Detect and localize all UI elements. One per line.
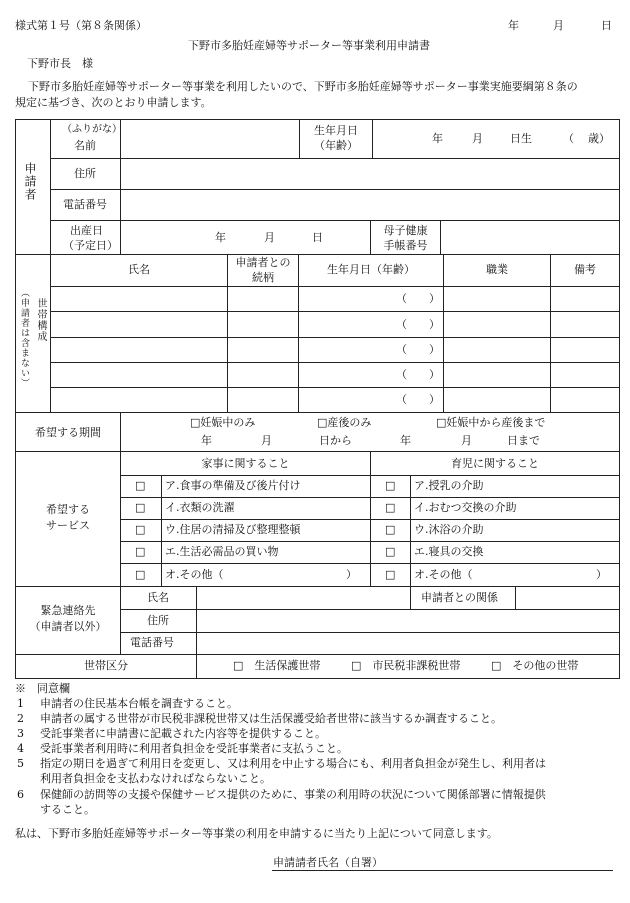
household-age-field: （ ） — [396, 368, 440, 381]
housework-checkbox-5[interactable]: □ — [135, 568, 146, 581]
form-number: 様式第１号（第８条関係） — [15, 19, 147, 32]
applicant-name-label: 名前 — [74, 139, 96, 152]
due-date-sublabel: （予定日） — [63, 239, 118, 252]
services-label: 希望する — [46, 503, 90, 516]
household-age-field: （ ） — [396, 318, 440, 331]
emergency-phone-label: 電話番号 — [130, 636, 174, 649]
emergency-relation-label: 申請者との関係 — [421, 591, 498, 604]
consent-item-6: 保健師の訪問等の支援や保健サービス提供のために、事業の利用時の状況について関係部署に情報提供 — [40, 788, 546, 801]
period-from-month: 月 — [261, 434, 272, 447]
emergency-sublabel: （申請者以外） — [29, 620, 107, 633]
childcare-checkbox-4[interactable]: □ — [385, 545, 396, 558]
consent-number: 3 — [17, 727, 24, 740]
housework-option-2: イ.衣類の洗濯 — [165, 501, 235, 514]
consent-item-1: 申請者の住民基本台帳を調査すること。 — [40, 697, 238, 710]
applicant-address-label: 住所 — [74, 167, 96, 180]
housework-option-4: エ.生活必需品の買い物 — [165, 545, 279, 558]
period-to-day: 日まで — [507, 434, 540, 447]
table-row[interactable] — [51, 363, 619, 387]
housework-checkbox-4[interactable]: □ — [135, 545, 146, 558]
housework-checkbox-2[interactable]: □ — [135, 501, 146, 514]
intro-line-1: 下野市多胎妊産婦等サポーター等事業を利用したいので、下野市多胎妊産婦等サポーター事業実施要綱第８条の — [28, 80, 578, 93]
consent-heading: ※ 同意欄 — [15, 682, 70, 695]
handbook-sublabel: 手帳番号 — [383, 239, 428, 252]
consent-item-2: 申請者の属する世帯が市民税非課税世帯又は生活保護受給者世帯に該当するか調査すること。 — [40, 712, 502, 725]
date-day-label: 日 — [601, 19, 612, 32]
household-age-field: （ ） — [396, 343, 440, 356]
signature-field[interactable] — [390, 850, 613, 870]
childcare-checkbox-1[interactable]: □ — [385, 479, 396, 492]
housework-option-5: オ.その他（ — [165, 568, 224, 581]
applicant-phone-label: 電話番号 — [63, 198, 107, 211]
childcare-checkbox-2[interactable]: □ — [385, 501, 396, 514]
birth-year-label: 年 — [432, 132, 443, 145]
consent-item-3: 受託事業者に申請書に記載された内容等を提供すること。 — [40, 727, 326, 740]
household-class-welfare[interactable]: □ 生活保護世帯 — [233, 659, 321, 672]
household-col-relation-sub: 続柄 — [252, 271, 274, 284]
period-from-year: 年 — [201, 434, 212, 447]
consent-number: 4 — [17, 742, 24, 755]
applicant-phone-field[interactable] — [121, 190, 619, 220]
emergency-name-field[interactable] — [197, 587, 409, 609]
birth-month-label: 月 — [472, 132, 483, 145]
childcare-option-3: ウ.沐浴の介助 — [414, 523, 484, 536]
table-row[interactable] — [51, 388, 619, 412]
household-age-field: （ ） — [396, 393, 440, 406]
due-year-label: 年 — [215, 231, 226, 244]
date-month-label: 月 — [553, 19, 564, 32]
housework-option-1: ア.食事の準備及び後片付け — [165, 479, 301, 492]
consent-number: 6 — [17, 788, 24, 801]
signature-label: 申請請者氏名（自署） — [273, 856, 383, 869]
childcare-checkbox-3[interactable]: □ — [385, 523, 396, 536]
household-section-note: （申請者は含まない） — [19, 288, 29, 388]
table-row[interactable] — [51, 312, 619, 337]
furigana-label: （ふりがな） — [62, 124, 122, 135]
date-year-label: 年 — [508, 19, 519, 32]
period-from-day: 日から — [319, 434, 352, 447]
addressee: 下野市長 様 — [27, 57, 93, 70]
consent-number: 2 — [17, 712, 24, 725]
due-date-label: 出産日 — [70, 224, 103, 237]
household-col-note: 備考 — [574, 263, 596, 276]
document-title: 下野市多胎妊産婦等サポーター等事業利用申請書 — [188, 39, 430, 52]
household-class-other[interactable]: □ その他の世帯 — [491, 659, 579, 672]
housework-checkbox-1[interactable]: □ — [135, 479, 146, 492]
emergency-phone-field[interactable] — [197, 633, 619, 654]
period-label: 希望する期間 — [35, 426, 101, 439]
childcare-option-5: オ.その他（ — [414, 568, 473, 581]
applicant-address-field[interactable] — [121, 159, 619, 189]
household-col-relation: 申請者との — [235, 256, 291, 269]
handbook-label: 母子健康 — [383, 224, 428, 237]
period-option-both[interactable]: □妊娠中から産後まで — [436, 416, 546, 429]
housework-option-3: ウ.住居の清掃及び整理整頓 — [165, 523, 301, 536]
household-col-birth: 生年月日（年齢） — [327, 263, 415, 276]
housework-header: 家事に関すること — [201, 457, 290, 470]
age-label: （年齢） — [314, 139, 358, 152]
household-age-field: （ ） — [396, 292, 440, 305]
applicant-section-label: 申請者 — [23, 162, 37, 201]
housework-other-close: ） — [346, 568, 357, 581]
birthdate-label: 生年月日 — [314, 124, 358, 137]
period-option-postpartum[interactable]: □産後のみ — [317, 416, 372, 429]
emergency-name-label: 氏名 — [147, 591, 169, 604]
due-month-label: 月 — [264, 231, 275, 244]
signature-line — [272, 870, 613, 871]
household-col-job: 職業 — [486, 263, 508, 276]
consent-number: 5 — [17, 757, 24, 770]
household-section-label: 世帯構成 — [35, 298, 46, 342]
childcare-option-2: イ.おむつ交換の介助 — [414, 501, 517, 514]
services-sublabel: サービス — [46, 519, 90, 532]
intro-line-2: 規定に基づき、次のとおり申請します。 — [15, 96, 212, 109]
period-option-pregnancy[interactable]: □妊娠中のみ — [190, 416, 256, 429]
household-col-name: 氏名 — [128, 263, 150, 276]
housework-checkbox-3[interactable]: □ — [135, 523, 146, 536]
consent-number: 1 — [17, 697, 24, 710]
age-open-paren: （ — [563, 132, 574, 145]
applicant-birthdate-field[interactable] — [373, 120, 619, 158]
birth-day-label: 日生 — [510, 132, 532, 145]
table-row[interactable] — [51, 287, 619, 311]
childcare-checkbox-5[interactable]: □ — [385, 568, 396, 581]
consent-item-6-cont: すること。 — [40, 803, 95, 816]
emergency-relation-field[interactable] — [516, 587, 619, 609]
consent-agreement: 私は、下野市多胎妊産婦等サポーター等事業の利用を申請するに当たり上記について同意します。 — [15, 827, 498, 840]
childcare-option-1: ア.授乳の介助 — [414, 479, 484, 492]
childcare-header: 育児に関すること — [451, 457, 539, 470]
table-row[interactable] — [51, 338, 619, 362]
consent-item-5-cont: 利用者負担金を支払わなければならないこと。 — [40, 772, 271, 785]
period-to-year: 年 — [400, 434, 411, 447]
period-to-month: 月 — [461, 434, 472, 447]
due-day-label: 日 — [312, 231, 323, 244]
childcare-other-close: ） — [596, 568, 607, 581]
applicant-name-field[interactable] — [121, 120, 298, 158]
due-date-field[interactable] — [121, 221, 369, 254]
emergency-label: 緊急連絡先 — [40, 604, 96, 617]
consent-item-5: 指定の期日を過ぎて利用日を変更し、又は利用を中止する場合にも、利用者負担金が発生し、利用者は — [40, 757, 546, 770]
childcare-option-4: エ.寝具の交換 — [414, 545, 484, 558]
emergency-address-field[interactable] — [197, 610, 619, 632]
household-class-label: 世帯区分 — [84, 659, 128, 672]
consent-item-4: 受託事業者利用時に利用者負担金を受託事業者に支払うこと。 — [40, 742, 348, 755]
household-class-tax-exempt[interactable]: □ 市民税非課税世帯 — [351, 659, 461, 672]
handbook-number-field[interactable] — [441, 221, 619, 254]
age-suffix: 歳） — [588, 132, 610, 145]
emergency-address-label: 住所 — [147, 614, 169, 627]
